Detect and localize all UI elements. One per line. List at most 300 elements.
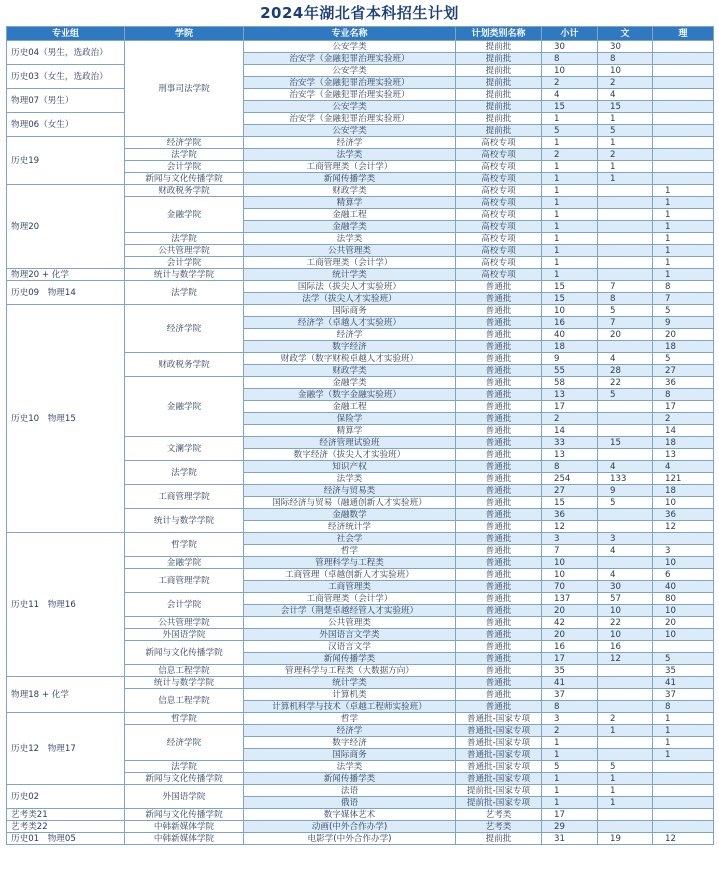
cell-subtotal: 4 bbox=[542, 89, 598, 101]
cell-plan-type: 普通批-国家专项 bbox=[456, 713, 542, 725]
cell-plan-type: 提前批 bbox=[456, 101, 542, 113]
cell-college: 新闻与文化传播学院 bbox=[125, 773, 244, 785]
cell-college: 哲学院 bbox=[125, 713, 244, 725]
cell-college: 财政税务学院 bbox=[125, 353, 244, 377]
cell-science: 2 bbox=[653, 413, 714, 425]
cell-arts bbox=[598, 425, 653, 437]
cell-major: 电影学(中外合作办学) bbox=[244, 833, 456, 845]
cell-science: 36 bbox=[653, 509, 714, 521]
cell-arts: 2 bbox=[598, 149, 653, 161]
cell-subtotal: 8 bbox=[542, 461, 598, 473]
cell-plan-type: 高校专项 bbox=[456, 137, 542, 149]
cell-science: 1 bbox=[653, 257, 714, 269]
table-row bbox=[7, 821, 714, 833]
cell-science bbox=[653, 641, 714, 653]
cell-arts: 15 bbox=[598, 101, 653, 113]
cell-arts: 5 bbox=[598, 305, 653, 317]
cell-subtotal: 13 bbox=[542, 389, 598, 401]
cell-science bbox=[653, 149, 714, 161]
table-row bbox=[7, 833, 714, 845]
cell-subtotal: 1 bbox=[542, 137, 598, 149]
cell-group: 历史01 物理05 bbox=[7, 833, 125, 845]
cell-subtotal: 1 bbox=[542, 737, 598, 749]
cell-arts: 8 bbox=[598, 293, 653, 305]
cell-group: 历史09 物理14 bbox=[7, 281, 125, 305]
enrollment-table bbox=[6, 26, 714, 845]
cell-college: 财政税务学院 bbox=[125, 185, 244, 197]
cell-college: 金融学院 bbox=[125, 197, 244, 233]
cell-subtotal: 7 bbox=[542, 545, 598, 557]
cell-major: 国际商务 bbox=[244, 749, 456, 761]
cell-major: 汉语言文学 bbox=[244, 641, 456, 653]
cell-major: 治安学（金融犯罪治理实验班） bbox=[244, 77, 456, 89]
cell-major: 国际法（拔尖人才实验班） bbox=[244, 281, 456, 293]
cell-science bbox=[653, 773, 714, 785]
cell-plan-type: 普通批 bbox=[456, 593, 542, 605]
cell-science: 20 bbox=[653, 617, 714, 629]
cell-subtotal: 16 bbox=[542, 317, 598, 329]
table-row bbox=[7, 269, 714, 281]
cell-college: 中韩新媒体学院 bbox=[125, 821, 244, 833]
cell-plan-type: 普通批 bbox=[456, 377, 542, 389]
cell-plan-type: 高校专项 bbox=[456, 197, 542, 209]
cell-subtotal: 10 bbox=[542, 305, 598, 317]
cell-science: 18 bbox=[653, 437, 714, 449]
cell-plan-type: 普通批 bbox=[456, 485, 542, 497]
cell-plan-type: 艺考类 bbox=[456, 821, 542, 833]
cell-college: 外国语学院 bbox=[125, 629, 244, 641]
header-group: 专业组 bbox=[7, 27, 125, 41]
cell-science: 9 bbox=[653, 317, 714, 329]
cell-subtotal: 29 bbox=[542, 821, 598, 833]
cell-arts bbox=[598, 701, 653, 713]
cell-plan-type: 高校专项 bbox=[456, 269, 542, 281]
cell-arts: 1 bbox=[598, 113, 653, 125]
cell-college: 会计学院 bbox=[125, 161, 244, 173]
cell-plan-type: 高校专项 bbox=[456, 173, 542, 185]
cell-science: 1 bbox=[653, 725, 714, 737]
cell-major: 工商管理类（会计学） bbox=[244, 161, 456, 173]
cell-college: 新闻与文化传播学院 bbox=[125, 641, 244, 665]
table-row bbox=[7, 809, 714, 821]
cell-arts: 10 bbox=[598, 605, 653, 617]
cell-subtotal: 31 bbox=[542, 833, 598, 845]
cell-science: 1 bbox=[653, 737, 714, 749]
cell-major: 经济统计学 bbox=[244, 521, 456, 533]
cell-plan-type: 提前批 bbox=[456, 125, 542, 137]
cell-subtotal: 1 bbox=[542, 797, 598, 809]
table-row bbox=[7, 677, 714, 689]
cell-college: 金融学院 bbox=[125, 377, 244, 437]
cell-arts: 1 bbox=[598, 797, 653, 809]
cell-subtotal: 1 bbox=[542, 221, 598, 233]
cell-subtotal: 17 bbox=[542, 809, 598, 821]
cell-subtotal: 1 bbox=[542, 209, 598, 221]
cell-plan-type: 提前批 bbox=[456, 41, 542, 53]
cell-science bbox=[653, 533, 714, 545]
cell-arts bbox=[598, 197, 653, 209]
cell-science: 1 bbox=[653, 233, 714, 245]
cell-science: 1 bbox=[653, 185, 714, 197]
cell-plan-type: 普通批 bbox=[456, 689, 542, 701]
cell-major: 公安学类 bbox=[244, 41, 456, 53]
cell-subtotal: 5 bbox=[542, 125, 598, 137]
cell-subtotal: 18 bbox=[542, 341, 598, 353]
cell-plan-type: 提前批 bbox=[456, 53, 542, 65]
cell-plan-type: 高校专项 bbox=[456, 221, 542, 233]
cell-science: 121 bbox=[653, 473, 714, 485]
cell-major: 数字经济 bbox=[244, 341, 456, 353]
cell-group: 历史10 物理15 bbox=[7, 305, 125, 533]
cell-science: 1 bbox=[653, 713, 714, 725]
cell-subtotal: 2 bbox=[542, 413, 598, 425]
cell-subtotal: 40 bbox=[542, 329, 598, 341]
cell-subtotal: 15 bbox=[542, 101, 598, 113]
cell-major: 会计学（荆楚卓越经管人才实验班） bbox=[244, 605, 456, 617]
cell-major: 经济学（卓越人才实验班） bbox=[244, 317, 456, 329]
cell-arts bbox=[598, 821, 653, 833]
cell-subtotal: 9 bbox=[542, 353, 598, 365]
cell-plan-type: 普通批 bbox=[456, 653, 542, 665]
table-row bbox=[7, 533, 714, 545]
cell-science: 1 bbox=[653, 209, 714, 221]
cell-subtotal: 14 bbox=[542, 425, 598, 437]
cell-science: 36 bbox=[653, 377, 714, 389]
cell-group: 历史11 物理16 bbox=[7, 533, 125, 677]
cell-subtotal: 1 bbox=[542, 269, 598, 281]
cell-plan-type: 普通批 bbox=[456, 545, 542, 557]
cell-subtotal: 37 bbox=[542, 689, 598, 701]
cell-subtotal: 8 bbox=[542, 701, 598, 713]
cell-major: 财政学（数字财税卓越人才实验班） bbox=[244, 353, 456, 365]
cell-subtotal: 33 bbox=[542, 437, 598, 449]
cell-subtotal: 42 bbox=[542, 617, 598, 629]
cell-major: 治安学（金融犯罪治理实验班） bbox=[244, 89, 456, 101]
cell-plan-type: 高校专项 bbox=[456, 161, 542, 173]
cell-major: 俄语 bbox=[244, 797, 456, 809]
cell-major: 经济学 bbox=[244, 137, 456, 149]
cell-subtotal: 15 bbox=[542, 293, 598, 305]
cell-science: 37 bbox=[653, 689, 714, 701]
cell-subtotal: 5 bbox=[542, 761, 598, 773]
cell-major: 法学类 bbox=[244, 149, 456, 161]
cell-college: 金融学院 bbox=[125, 557, 244, 569]
cell-major: 金融工程 bbox=[244, 401, 456, 413]
cell-science bbox=[653, 113, 714, 125]
cell-science: 18 bbox=[653, 341, 714, 353]
cell-college: 经济学院 bbox=[125, 137, 244, 149]
cell-arts bbox=[598, 185, 653, 197]
cell-arts: 2 bbox=[598, 713, 653, 725]
cell-major: 工商管理类（会计学） bbox=[244, 593, 456, 605]
cell-plan-type: 普通批 bbox=[456, 461, 542, 473]
cell-subtotal: 1 bbox=[542, 185, 598, 197]
cell-science bbox=[653, 125, 714, 137]
cell-arts: 4 bbox=[598, 461, 653, 473]
page-title: 2024年湖北省本科招生计划 bbox=[260, 4, 459, 22]
cell-subtotal: 20 bbox=[542, 605, 598, 617]
cell-subtotal: 15 bbox=[542, 281, 598, 293]
cell-science: 1 bbox=[653, 749, 714, 761]
cell-group: 历史12 物理17 bbox=[7, 713, 125, 785]
cell-college: 法学院 bbox=[125, 461, 244, 485]
cell-plan-type: 普通批 bbox=[456, 293, 542, 305]
cell-science: 10 bbox=[653, 605, 714, 617]
cell-group: 物理20 bbox=[7, 185, 125, 269]
cell-college: 新闻与文化传播学院 bbox=[125, 173, 244, 185]
cell-plan-type: 高校专项 bbox=[456, 149, 542, 161]
cell-major: 金融学类 bbox=[244, 377, 456, 389]
cell-science: 4 bbox=[653, 461, 714, 473]
cell-plan-type: 普通批 bbox=[456, 473, 542, 485]
table-row bbox=[7, 305, 714, 317]
cell-plan-type: 提前批-国家专项 bbox=[456, 785, 542, 797]
cell-group: 艺考类22 bbox=[7, 821, 125, 833]
cell-arts: 9 bbox=[598, 485, 653, 497]
cell-science: 18 bbox=[653, 485, 714, 497]
cell-science: 10 bbox=[653, 557, 714, 569]
cell-science: 5 bbox=[653, 305, 714, 317]
cell-science bbox=[653, 89, 714, 101]
cell-science: 1 bbox=[653, 269, 714, 281]
cell-arts: 4 bbox=[598, 569, 653, 581]
cell-subtotal: 12 bbox=[542, 521, 598, 533]
cell-arts: 16 bbox=[598, 641, 653, 653]
cell-science bbox=[653, 761, 714, 773]
cell-science bbox=[653, 785, 714, 797]
cell-subtotal: 55 bbox=[542, 365, 598, 377]
cell-major: 国际经济与贸易（融通创新人才实验班） bbox=[244, 497, 456, 509]
cell-major: 哲学 bbox=[244, 713, 456, 725]
cell-science bbox=[653, 77, 714, 89]
cell-plan-type: 普通批 bbox=[456, 533, 542, 545]
cell-major: 经济学 bbox=[244, 725, 456, 737]
cell-arts: 10 bbox=[598, 629, 653, 641]
cell-plan-type: 普通批 bbox=[456, 413, 542, 425]
cell-science bbox=[653, 53, 714, 65]
cell-arts bbox=[598, 521, 653, 533]
cell-plan-type: 艺考类 bbox=[456, 809, 542, 821]
cell-subtotal: 27 bbox=[542, 485, 598, 497]
cell-group: 历史02 bbox=[7, 785, 125, 809]
cell-plan-type: 普通批 bbox=[456, 641, 542, 653]
cell-major: 工商管理类 bbox=[244, 581, 456, 593]
cell-science: 80 bbox=[653, 593, 714, 605]
cell-plan-type: 普通批 bbox=[456, 509, 542, 521]
cell-plan-type: 普通批 bbox=[456, 617, 542, 629]
cell-major: 计算机科学与技术（卓越工程师实验班） bbox=[244, 701, 456, 713]
cell-arts: 12 bbox=[598, 653, 653, 665]
cell-major: 经济管理试验班 bbox=[244, 437, 456, 449]
cell-major: 精算学 bbox=[244, 197, 456, 209]
header-arts: 文 bbox=[598, 27, 653, 41]
cell-college: 法学院 bbox=[125, 761, 244, 773]
cell-major: 国际商务 bbox=[244, 305, 456, 317]
cell-plan-type: 普通批 bbox=[456, 581, 542, 593]
table-row bbox=[7, 65, 714, 77]
cell-science bbox=[653, 41, 714, 53]
cell-major: 新闻传播学类 bbox=[244, 653, 456, 665]
cell-major: 财政学类 bbox=[244, 365, 456, 377]
cell-arts bbox=[598, 689, 653, 701]
cell-science: 27 bbox=[653, 365, 714, 377]
cell-plan-type: 提前批 bbox=[456, 833, 542, 845]
cell-college: 新闻与文化传播学院 bbox=[125, 809, 244, 821]
cell-college: 经济学院 bbox=[125, 725, 244, 761]
cell-subtotal: 1 bbox=[542, 773, 598, 785]
cell-plan-type: 普通批 bbox=[456, 497, 542, 509]
cell-plan-type: 普通批 bbox=[456, 569, 542, 581]
header-science: 理 bbox=[653, 27, 714, 41]
cell-plan-type: 普通批 bbox=[456, 605, 542, 617]
header-subtotal: 小计 bbox=[542, 27, 598, 41]
cell-subtotal: 254 bbox=[542, 473, 598, 485]
cell-subtotal: 3 bbox=[542, 533, 598, 545]
cell-subtotal: 1 bbox=[542, 785, 598, 797]
cell-college: 法学院 bbox=[125, 281, 244, 305]
cell-subtotal: 2 bbox=[542, 725, 598, 737]
cell-science bbox=[653, 797, 714, 809]
cell-arts: 57 bbox=[598, 593, 653, 605]
cell-science: 35 bbox=[653, 665, 714, 677]
cell-arts bbox=[598, 269, 653, 281]
cell-plan-type: 普通批 bbox=[456, 329, 542, 341]
cell-plan-type: 提前批 bbox=[456, 65, 542, 77]
cell-arts: 1 bbox=[598, 725, 653, 737]
cell-college: 信息工程学院 bbox=[125, 689, 244, 713]
cell-group: 物理07（男生） bbox=[7, 89, 125, 113]
cell-plan-type: 高校专项 bbox=[456, 209, 542, 221]
cell-arts: 28 bbox=[598, 365, 653, 377]
cell-plan-type: 普通批 bbox=[456, 437, 542, 449]
cell-arts: 133 bbox=[598, 473, 653, 485]
cell-arts bbox=[598, 749, 653, 761]
cell-science: 8 bbox=[653, 389, 714, 401]
table-row bbox=[7, 89, 714, 101]
cell-arts: 2 bbox=[598, 77, 653, 89]
cell-subtotal: 36 bbox=[542, 509, 598, 521]
cell-plan-type: 普通批 bbox=[456, 557, 542, 569]
cell-science: 8 bbox=[653, 701, 714, 713]
cell-arts: 19 bbox=[598, 833, 653, 845]
cell-college: 公共管理学院 bbox=[125, 617, 244, 629]
cell-arts: 1 bbox=[598, 173, 653, 185]
cell-arts bbox=[598, 677, 653, 689]
cell-major: 管理科学与工程类 bbox=[244, 557, 456, 569]
cell-subtotal: 10 bbox=[542, 65, 598, 77]
cell-arts: 1 bbox=[598, 137, 653, 149]
table-row bbox=[7, 41, 714, 53]
cell-college: 外国语学院 bbox=[125, 785, 244, 809]
header-major: 专业名称 bbox=[244, 27, 456, 41]
cell-college: 会计学院 bbox=[125, 593, 244, 617]
cell-science: 12 bbox=[653, 521, 714, 533]
cell-major: 数字媒体艺术 bbox=[244, 809, 456, 821]
cell-major: 治安学（金融犯罪治理实验班） bbox=[244, 53, 456, 65]
cell-arts: 30 bbox=[598, 581, 653, 593]
cell-group: 历史19 bbox=[7, 137, 125, 185]
cell-plan-type: 高校专项 bbox=[456, 245, 542, 257]
cell-major: 新闻传播学类 bbox=[244, 773, 456, 785]
cell-subtotal: 1 bbox=[542, 197, 598, 209]
table-body bbox=[7, 41, 714, 845]
table-row bbox=[7, 713, 714, 725]
cell-college: 工商管理学院 bbox=[125, 569, 244, 593]
cell-arts bbox=[598, 341, 653, 353]
cell-arts bbox=[598, 809, 653, 821]
cell-major: 公安学类 bbox=[244, 65, 456, 77]
table-row bbox=[7, 113, 714, 125]
cell-plan-type: 普通批 bbox=[456, 281, 542, 293]
cell-major: 法学类 bbox=[244, 233, 456, 245]
cell-science: 14 bbox=[653, 425, 714, 437]
cell-subtotal: 30 bbox=[542, 41, 598, 53]
cell-major: 金融工程 bbox=[244, 209, 456, 221]
cell-plan-type: 高校专项 bbox=[456, 257, 542, 269]
cell-arts: 1 bbox=[598, 785, 653, 797]
cell-major: 管理科学与工程类（大数据方向） bbox=[244, 665, 456, 677]
cell-science: 13 bbox=[653, 449, 714, 461]
cell-arts: 22 bbox=[598, 377, 653, 389]
cell-major: 统计学类 bbox=[244, 269, 456, 281]
cell-subtotal: 17 bbox=[542, 401, 598, 413]
cell-subtotal: 17 bbox=[542, 653, 598, 665]
cell-plan-type: 普通批 bbox=[456, 365, 542, 377]
table-header-row bbox=[7, 27, 714, 41]
cell-arts: 3 bbox=[598, 533, 653, 545]
cell-plan-type: 提前批 bbox=[456, 89, 542, 101]
cell-science: 6 bbox=[653, 569, 714, 581]
cell-science: 3 bbox=[653, 545, 714, 557]
cell-arts: 1 bbox=[598, 161, 653, 173]
cell-arts bbox=[598, 557, 653, 569]
cell-college: 经济学院 bbox=[125, 305, 244, 353]
cell-arts bbox=[598, 401, 653, 413]
cell-science: 10 bbox=[653, 497, 714, 509]
cell-science: 20 bbox=[653, 329, 714, 341]
cell-college: 法学院 bbox=[125, 149, 244, 161]
cell-college: 会计学院 bbox=[125, 257, 244, 269]
cell-arts bbox=[598, 413, 653, 425]
cell-science: 40 bbox=[653, 581, 714, 593]
cell-plan-type: 普通批-国家专项 bbox=[456, 773, 542, 785]
table-row bbox=[7, 137, 714, 149]
cell-major: 工商管理类（会计学） bbox=[244, 257, 456, 269]
cell-plan-type: 普通批-国家专项 bbox=[456, 725, 542, 737]
cell-college: 刑事司法学院 bbox=[125, 41, 244, 137]
cell-major: 经济学 bbox=[244, 329, 456, 341]
cell-arts: 15 bbox=[598, 437, 653, 449]
cell-arts: 5 bbox=[598, 389, 653, 401]
cell-major: 财政学类 bbox=[244, 185, 456, 197]
cell-arts bbox=[598, 221, 653, 233]
cell-science: 1 bbox=[653, 245, 714, 257]
cell-subtotal: 3 bbox=[542, 713, 598, 725]
cell-college: 工商管理学院 bbox=[125, 485, 244, 509]
table-row bbox=[7, 281, 714, 293]
cell-arts bbox=[598, 449, 653, 461]
cell-science: 7 bbox=[653, 293, 714, 305]
cell-college: 文澜学院 bbox=[125, 437, 244, 461]
cell-arts bbox=[598, 737, 653, 749]
cell-major: 哲学 bbox=[244, 545, 456, 557]
cell-arts: 5 bbox=[598, 761, 653, 773]
cell-arts bbox=[598, 245, 653, 257]
cell-science: 8 bbox=[653, 281, 714, 293]
cell-science bbox=[653, 161, 714, 173]
cell-group: 物理20 + 化学 bbox=[7, 269, 125, 281]
cell-plan-type: 普通批 bbox=[456, 521, 542, 533]
